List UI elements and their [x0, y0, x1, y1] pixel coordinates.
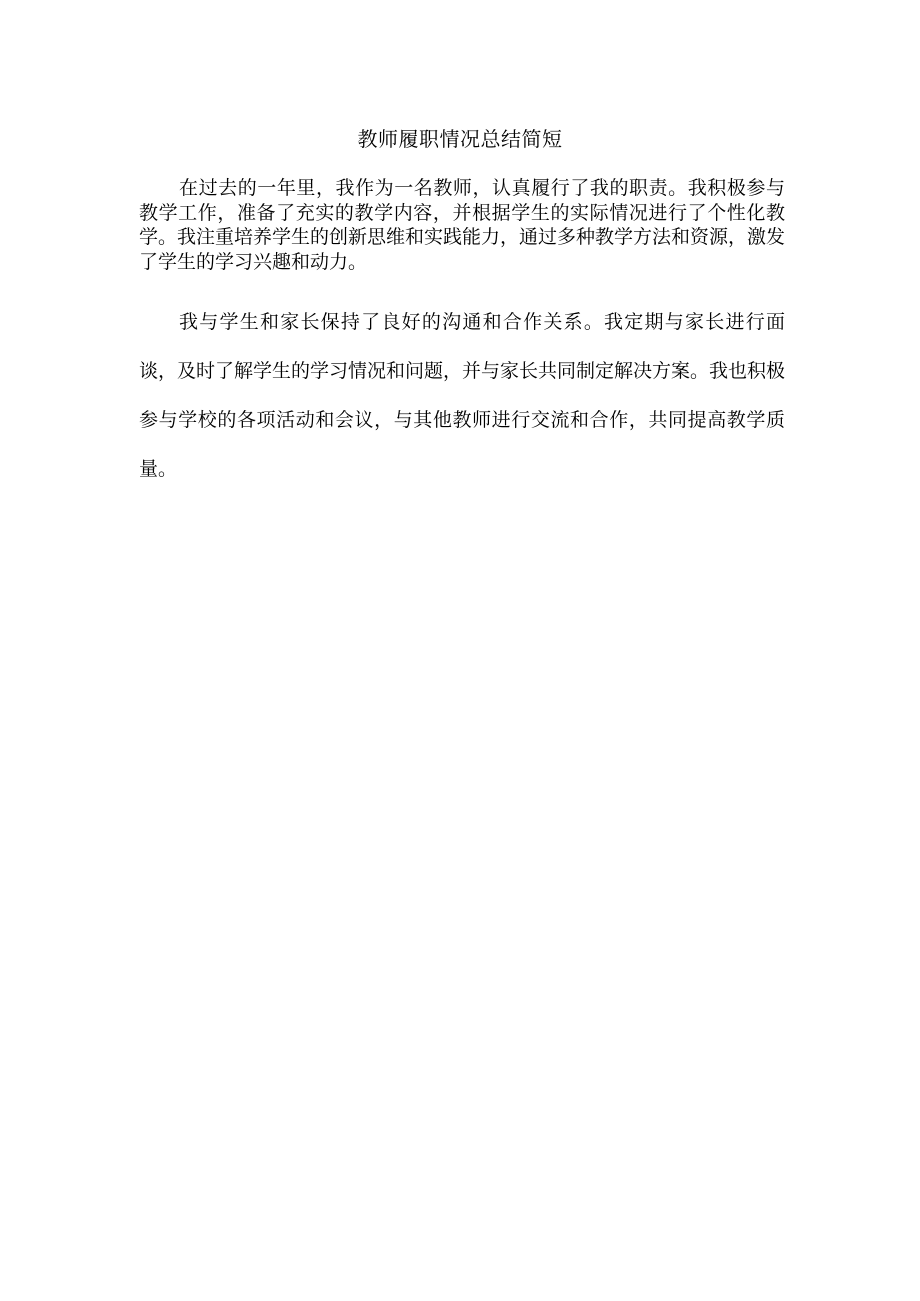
document-title: 教师履职情况总结简短 [357, 127, 563, 151]
paragraph-1: 在过去的一年里，我作为一名教师，认真履行了我的职责。我积极参与教学工作，准备了充实的教学内容，并根据学生的实际情况进行了个性化教学。我注重培养学生的创新思维和实践能力，通过多种教学方法和资源，激发了学生的学习兴趣和动力。 [139, 177, 786, 273]
paragraph-2: 我与学生和家长保持了良好的沟通和合作关系。我定期与家长进行面谈，及时了解学生的学习情况和问题，并与家长共同制定解决方案。我也积极参与学校的各项活动和会议，与其他教师进行交流和合作，共同提高教学质量。 [139, 311, 786, 480]
